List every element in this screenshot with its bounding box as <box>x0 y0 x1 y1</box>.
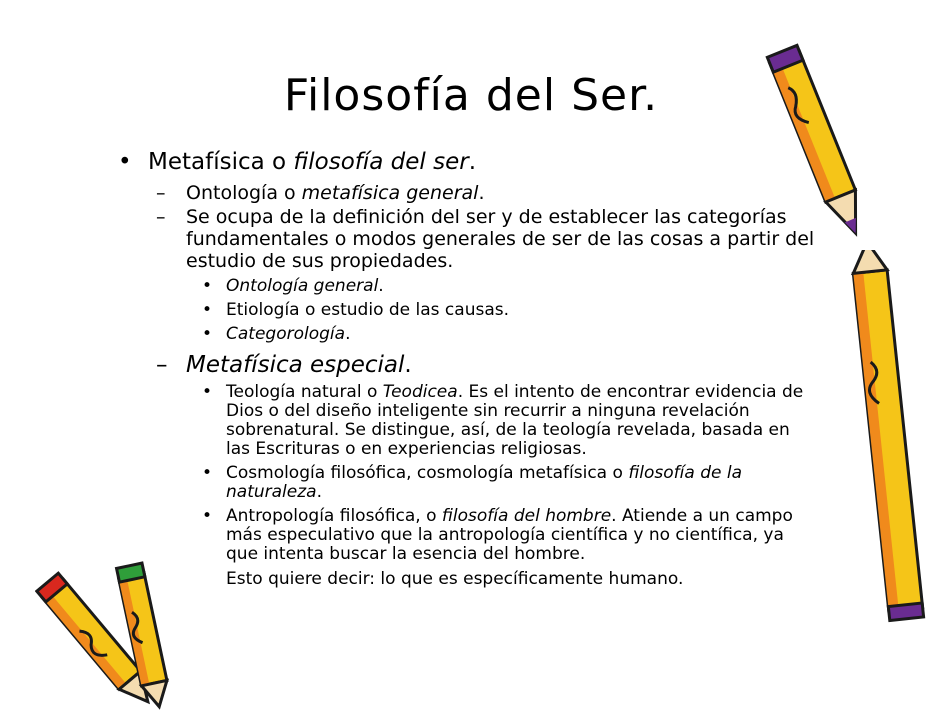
slide-content <box>118 148 818 589</box>
bullet-metafisica: • Metafísica o filosofía del ser. <box>118 149 477 175</box>
bullet-ontologia: – Ontología o metafísica general. <box>156 182 485 204</box>
slide-title: Filosofía del Ser. <box>283 70 659 121</box>
bullet-se-ocupa: – Se ocupa de la definición del ser y de establecer las categorías fundamentales o modos generales de ser de las cosas a partir del estudio de sus propiedades. <box>156 206 815 272</box>
bullet-categorologia: • Categorología. <box>202 324 351 344</box>
pencil-icon <box>760 40 880 250</box>
bullet-etiologia: • Etiología o estudio de las causas. <box>202 300 509 320</box>
bullet-metafisica-especial: – Metafísica especial. <box>156 352 412 378</box>
pencil-icon <box>850 250 940 650</box>
bullet-cosmologia: • Cosmología filosófica, cosmología metafísica o filosofía de la naturaleza. <box>202 463 742 502</box>
bullet-teologia: • Teología natural o Teodicea. Es el intento de encontrar evidencia de Dios o del diseño inteligente sin recurrir a ninguna revelación sobrenatural. Se distingue, así, de la teología revelada, basada en las Escrituras o en experiencias religiosas. <box>202 382 804 459</box>
bullet-antropologia: • Antropología filosófica, o filosofía del hombre. Atiende a un campo más especulativo que la antropología científica y no científica, ya que intenta buscar la esencia del hombre. <box>202 506 793 564</box>
text-humano: Esto quiere decir: lo que es específicamente humano. <box>226 569 684 589</box>
pencil-icon <box>105 560 185 710</box>
bullet-ontologia-general: • Ontología general. <box>202 276 384 296</box>
